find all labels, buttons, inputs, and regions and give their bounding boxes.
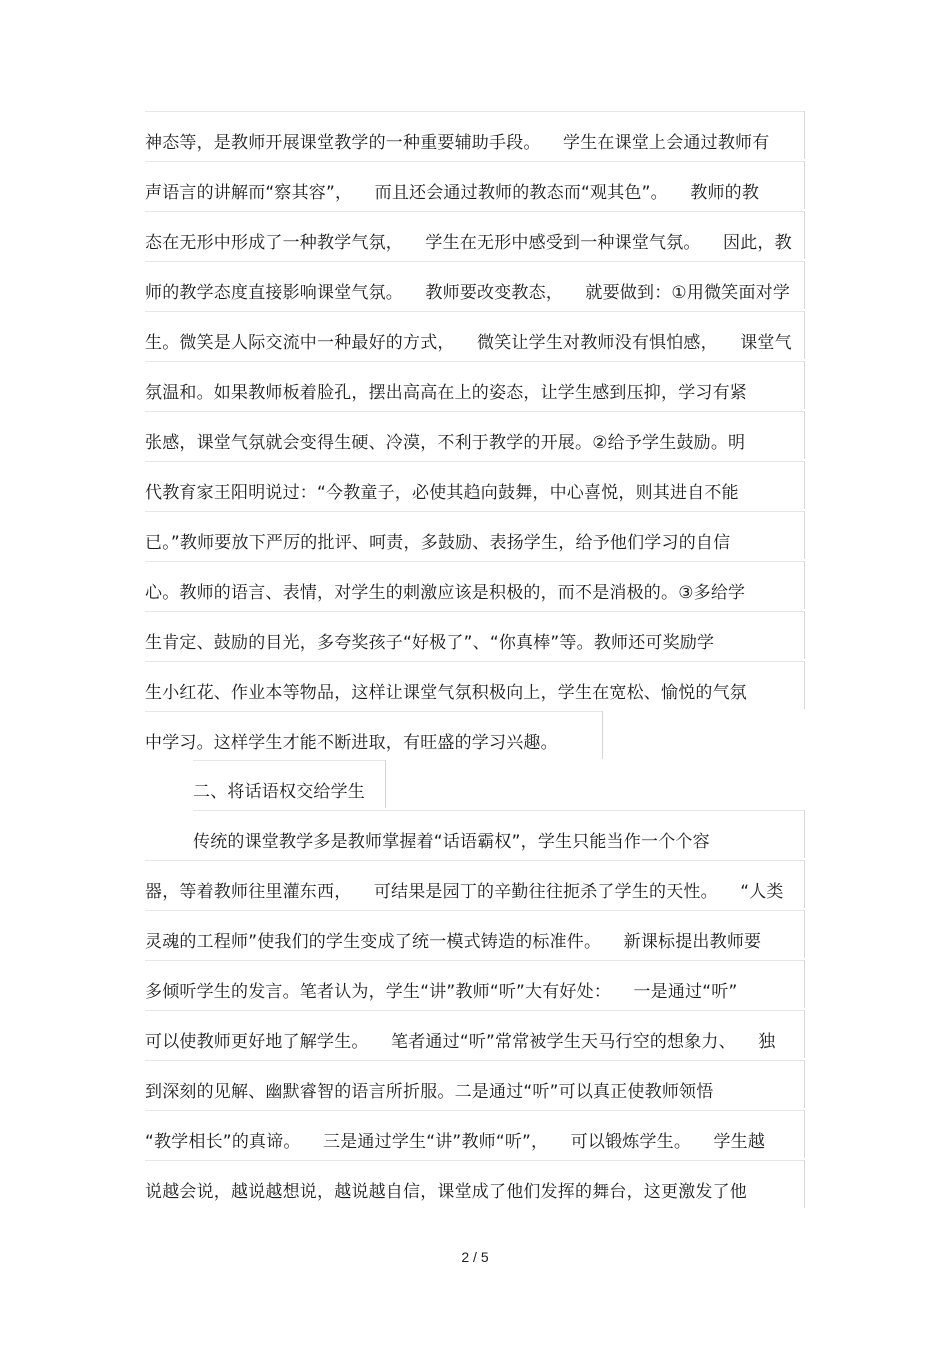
text-line: 生肯定、鼓励的目光，多夸奖孩子“好极了”、“你真棒”等。教师还可奖励学 [145, 627, 805, 659]
text-line: 灵魂的工程师”使我们的学生变成了统一模式铸造的标准件。 新课标提出教师要 [145, 926, 805, 958]
text-line: 态在无形中形成了一种教学气氛， 学生在无形中感受到一种课堂气氛。 因此，教 [145, 227, 805, 259]
text-line: “教学相长”的真谛。 三是通过学生“讲”教师“听”， 可以锻炼学生。 学生越 [145, 1126, 805, 1158]
text-line: 多倾听学生的发言。笔者认为，学生“讲”教师“听”大有好处： 一是通过“听” [145, 976, 805, 1008]
text-line: 生。微笑是人际交流中一种最好的方式， 微笑让学生对教师没有惧怕感， 课堂气 [145, 327, 805, 359]
text-line: 可以使教师更好地了解学生。 笔者通过“听”常常被学生天马行空的想象力、 独 [145, 1026, 805, 1058]
text-line: 师的教学态度直接影响课堂气氛。 教师要改变教态， 就要做到：①用微笑面对学 [145, 277, 805, 309]
text-line: 氛温和。如果教师板着脸孔，摆出高高在上的姿态，让学生感到压抑，学习有紧 [145, 377, 805, 409]
text-line: 器，等着教师往里灌东西， 可结果是园丁的辛勤往往扼杀了学生的天性。 “人类 [145, 876, 805, 908]
text-line: 心。教师的语言、表情，对学生的刺激应该是积极的，而不是消极的。③多给学 [145, 577, 805, 609]
text-line: 到深刻的见解、幽默睿智的语言所折服。二是通过“听”可以真正使教师领悟 [145, 1076, 805, 1108]
text-line: 代教育家王阳明说过：“今教童子，必使其趋向鼓舞，中心喜悦，则其进自不能 [145, 477, 805, 509]
section-heading: 二、将话语权交给学生 [193, 776, 386, 808]
text-line: 中学习。这样学生才能不断进取，有旺盛的学习兴趣。 [145, 727, 603, 759]
text-line: 张感，课堂气氛就会变得生硬、冷漠，不利于教学的开展。②给予学生鼓励。明 [145, 427, 805, 459]
text-line: 声语言的讲解而“察其容”， 而且还会通过教师的教态而“观其色”。 教师的教 [145, 177, 805, 209]
text-line: 说越会说，越说越想说，越说越自信，课堂成了他们发挥的舞台，这更激发了他 [145, 1176, 805, 1208]
text-line: 已。”教师要放下严厉的批评、呵责，多鼓励、表扬学生，给予他们学习的自信 [145, 527, 805, 559]
text-line: 传统的课堂教学多是教师掌握着“话语霸权”，学生只能当作一个个容 [193, 826, 805, 858]
page-number: 2 / 5 [461, 1249, 489, 1265]
text-line: 生小红花、作业本等物品，这样让课堂气氛积极向上，学生在宽松、愉悦的气氛 [145, 677, 805, 709]
text-line: 神态等，是教师开展课堂教学的一种重要辅助手段。 学生在课堂上会通过教师有 [145, 127, 805, 159]
